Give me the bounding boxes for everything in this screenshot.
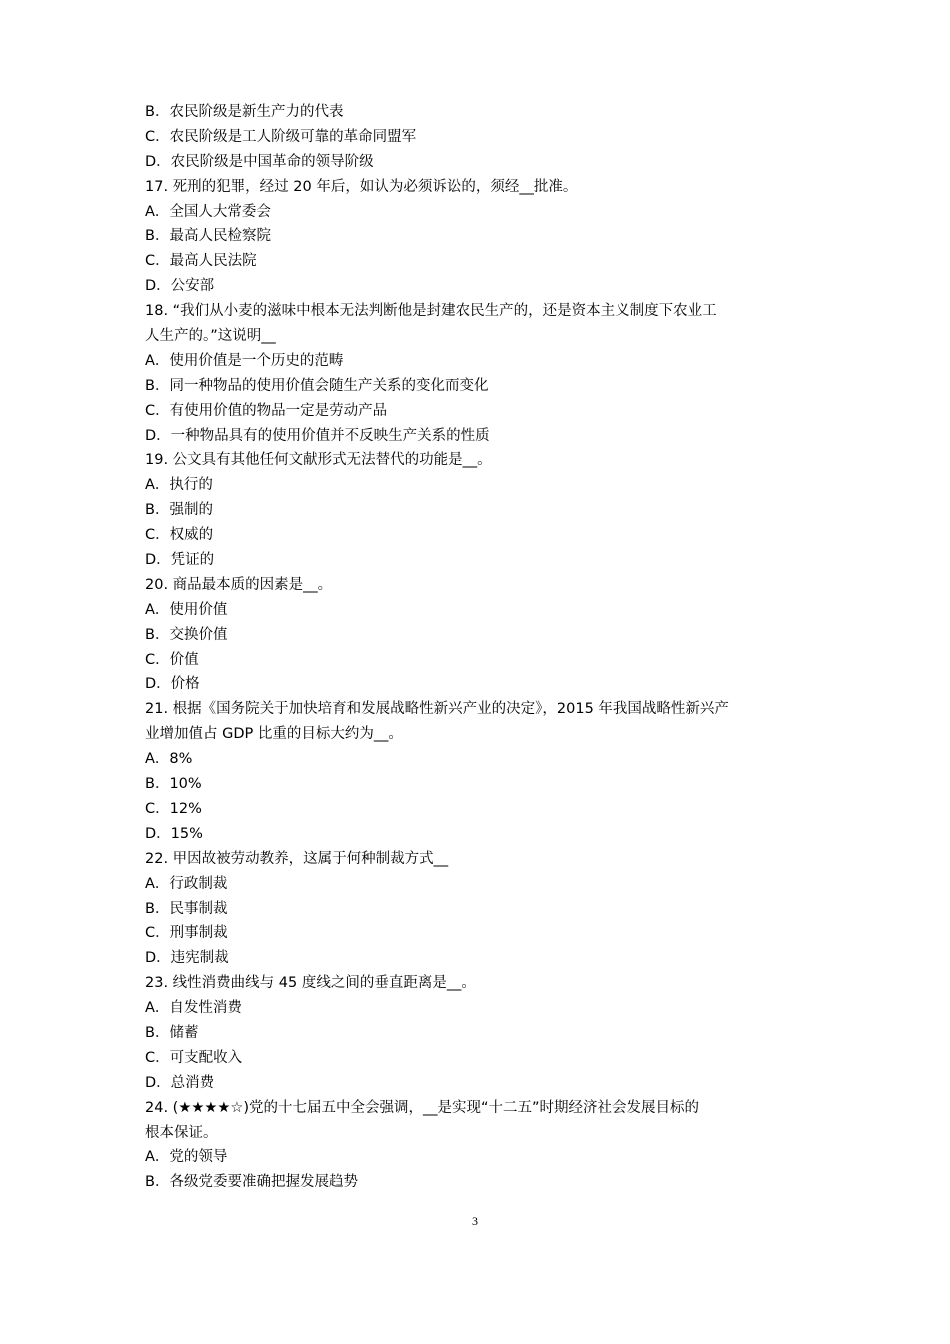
- page-number: 3: [472, 1214, 478, 1228]
- option-line: D．凭证的: [145, 552, 215, 569]
- option-line: A．执行的: [145, 477, 213, 494]
- question-24: 24. (★★★★☆)党的十七届五中全会强调，__是实现“十二五”时期经济社会发展目标的: [145, 1099, 699, 1116]
- option-line: C．有使用价值的物品一定是劳动产品: [145, 402, 388, 419]
- question-22: 22. 甲因故被劳动教养，这属于何种制裁方式__: [145, 850, 449, 867]
- question-21-continued: 业增加值占 GDP 比重的目标大约为__。: [145, 726, 403, 743]
- option-line: B．同一种物品的使用价值会随生产关系的变化而变化: [145, 377, 489, 394]
- option-line: B．储蓄: [145, 1024, 199, 1041]
- question-18-continued: 人生产的。”这说明__: [145, 328, 276, 345]
- option-line: D．15%: [145, 825, 203, 842]
- option-line: C．刑事制裁: [145, 925, 228, 942]
- option-line: B．最高人民检察院: [145, 228, 271, 245]
- option-line: D．违宪制裁: [145, 950, 229, 967]
- option-line: A．8%: [145, 751, 193, 768]
- option-line: A．自发性消费: [145, 1000, 242, 1017]
- question-24-continued: 根本保证。: [145, 1124, 218, 1141]
- option-line: C．最高人民法院: [145, 253, 257, 270]
- option-line: C．权威的: [145, 527, 214, 544]
- option-line: D．价格: [145, 676, 200, 693]
- option-line: A．使用价值是一个历史的范畴: [145, 352, 344, 369]
- option-line: D．一种物品具有的使用价值并不反映生产关系的性质: [145, 427, 490, 444]
- option-line: A．党的领导: [145, 1149, 228, 1166]
- option-line: C．农民阶级是工人阶级可靠的革命同盟军: [145, 128, 417, 145]
- option-line: D．总消费: [145, 1074, 215, 1091]
- question-20: 20. 商品最本质的因素是__。: [145, 576, 333, 593]
- question-18: 18. “我们从小麦的滋味中根本无法判断他是封建农民生产的，还是资本主义制度下农业工: [145, 303, 717, 320]
- option-line: B．10%: [145, 776, 202, 793]
- option-line: C．12%: [145, 800, 202, 817]
- question-21: 21. 根据《国务院关于加快培育和发展战略性新兴产业的决定》，2015 年我国战略性新兴产: [145, 701, 729, 718]
- option-line: B．农民阶级是新生产力的代表: [145, 104, 344, 120]
- document-body: [145, 100, 825, 1195]
- option-line: B．强制的: [145, 502, 213, 519]
- option-line: A．行政制裁: [145, 875, 228, 892]
- option-line: D．公安部: [145, 278, 215, 295]
- option-line: C．价值: [145, 651, 199, 668]
- option-line: C．可支配收入: [145, 1049, 243, 1066]
- option-line: B．民事制裁: [145, 900, 228, 917]
- option-line: D．农民阶级是中国革命的领导阶级: [145, 153, 374, 170]
- option-line: B．交换价值: [145, 626, 228, 643]
- question-23: 23. 线性消费曲线与 45 度线之间的垂直距离是__。: [145, 975, 476, 992]
- option-line: A．全国人大常委会: [145, 203, 271, 220]
- question-17: 17. 死刑的犯罪，经过 20 年后，如认为必须诉讼的，须经__批准。: [145, 178, 578, 195]
- option-line: B．各级党委要准确把握发展趋势: [145, 1174, 358, 1191]
- question-19: 19. 公文具有其他任何文献形式无法替代的功能是__。: [145, 452, 492, 469]
- option-line: A．使用价值: [145, 601, 228, 618]
